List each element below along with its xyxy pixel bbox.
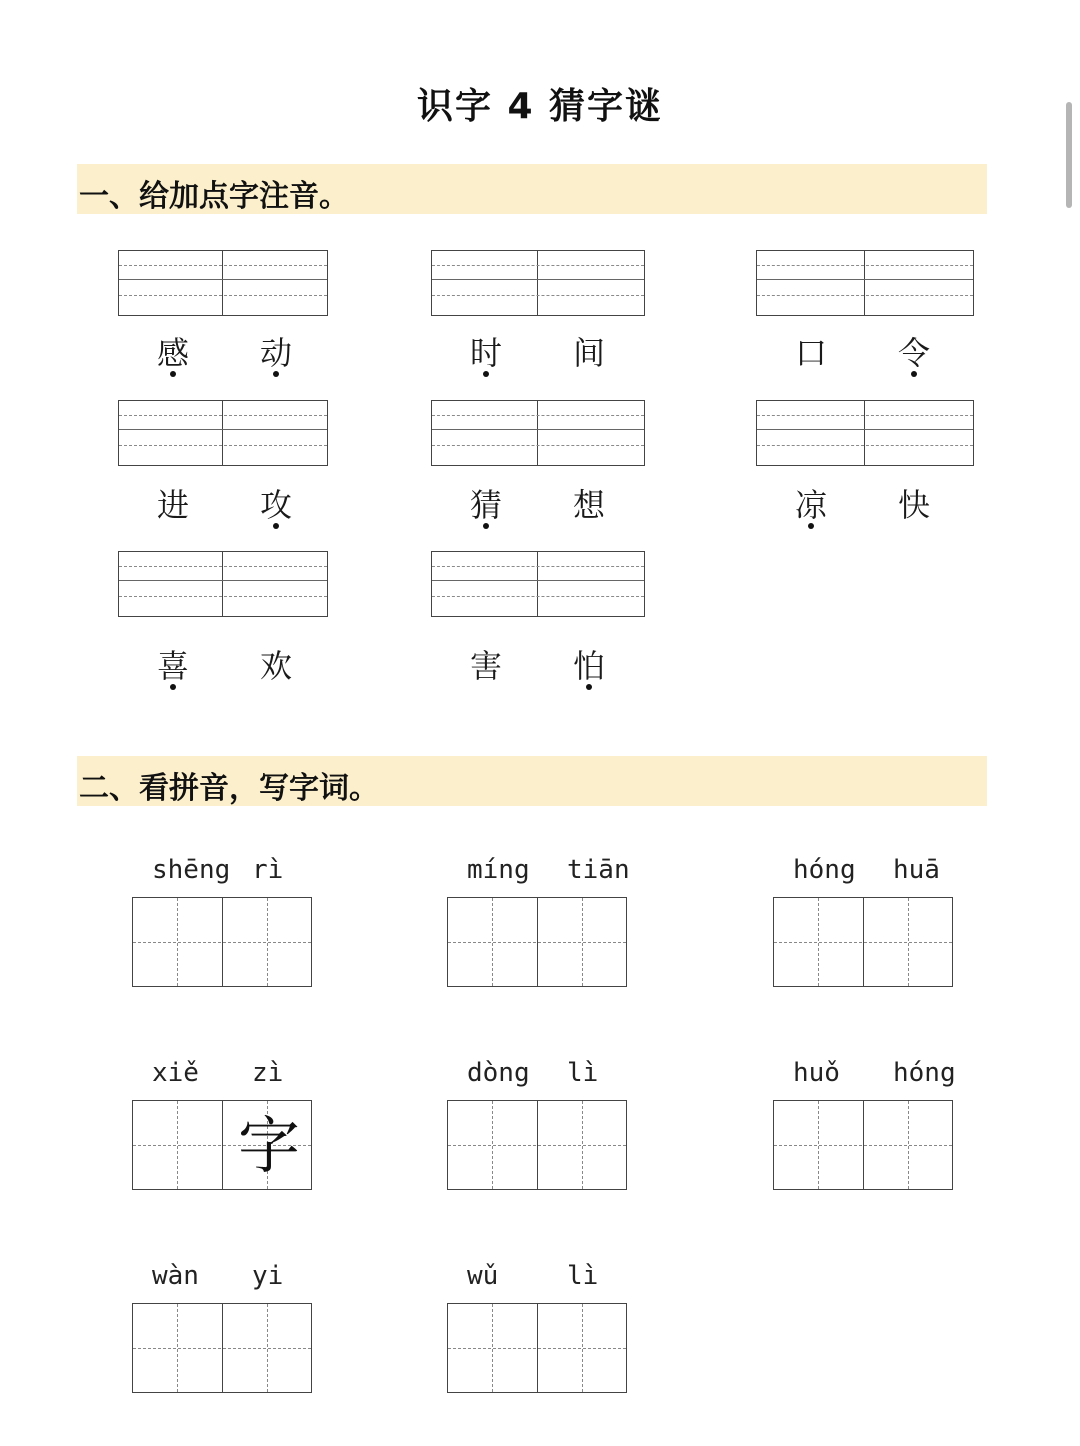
guide-line [448,1145,626,1146]
word-pair [431,485,645,535]
guide-line [757,295,973,296]
answer-cell[interactable] [223,251,327,315]
answer-cell[interactable] [865,401,973,465]
written-character: 字 [237,1109,300,1182]
word-pair [118,485,328,535]
character: 动 [246,333,306,377]
guide-line [432,429,644,430]
answer-cell[interactable] [119,401,223,465]
section-1-header [77,164,987,214]
character: 间 [559,333,619,377]
pinyin-answer-box[interactable] [756,400,974,466]
pinyin-syllable: wǔ [467,1261,499,1291]
character-writing-grid[interactable] [773,897,953,987]
word-pair [118,646,328,696]
guide-line [757,279,973,280]
guide-line [448,942,626,943]
guide-line [757,415,973,416]
guide-line [757,429,973,430]
guide-line [432,445,644,446]
answer-cell[interactable] [538,552,644,616]
pinyin-syllable: zì [252,1058,284,1088]
character: 欢 [246,646,306,690]
guide-line [119,596,327,597]
pinyin-syllable: rì [252,855,284,885]
pinyin-answer-box[interactable] [431,551,645,617]
answer-cell[interactable] [865,251,973,315]
answer-cell[interactable] [432,401,538,465]
word-pair [431,333,645,383]
character: 令 [884,333,944,377]
answer-cell[interactable] [432,552,538,616]
character: 凉 [781,485,841,529]
pinyin-syllable: xiě [152,1058,199,1088]
section-2-header [77,756,987,806]
guide-line [774,942,952,943]
guide-line [119,415,327,416]
answer-cell[interactable] [223,401,327,465]
guide-line [432,279,644,280]
pinyin-label [132,855,312,889]
character: 怕 [559,646,619,690]
pinyin-syllable: huǒ [793,1058,840,1088]
guide-line [133,1348,311,1349]
guide-line [432,265,644,266]
pinyin-answer-box[interactable] [756,250,974,316]
character: 时 [456,333,516,377]
character-writing-grid[interactable] [132,1100,312,1190]
pinyin-syllable: wàn [152,1261,199,1291]
character-writing-grid[interactable] [447,1100,627,1190]
scrollbar-thumb[interactable] [1066,102,1072,208]
character: 猜 [456,485,516,529]
guide-line [119,429,327,430]
pinyin-label [773,855,953,889]
guide-line [119,566,327,567]
character-writing-grid[interactable] [773,1100,953,1190]
pinyin-syllable: míng [467,855,530,885]
word-pair [118,333,328,383]
guide-line [119,265,327,266]
guide-line [448,1348,626,1349]
pinyin-syllable: hóng [893,1058,956,1088]
pinyin-label [773,1058,956,1092]
pinyin-syllable: hóng [793,855,856,885]
guide-line [119,279,327,280]
guide-line [119,580,327,581]
word-pair [431,646,645,696]
guide-line [757,265,973,266]
guide-line [432,596,644,597]
character-writing-grid[interactable] [447,1303,627,1393]
character-writing-grid[interactable] [132,897,312,987]
guide-line [119,295,327,296]
word-pair [756,333,974,383]
character-writing-grid[interactable] [447,897,627,987]
answer-cell[interactable] [432,251,538,315]
character-writing-grid[interactable] [132,1303,312,1393]
section-2-heading: 二、看拼音，写字词。 [79,771,379,806]
answer-cell[interactable] [119,552,223,616]
pinyin-syllable: lì [567,1058,599,1088]
word-pair [756,485,974,535]
pinyin-answer-box[interactable] [118,400,328,466]
pinyin-label [132,1261,312,1295]
pinyin-label [132,1058,312,1092]
page-title: 识字 4 猜字谜 [416,86,664,127]
pinyin-syllable: huā [893,855,940,885]
answer-cell[interactable] [757,401,865,465]
guide-line [774,1145,952,1146]
character: 进 [143,485,203,529]
character: 快 [884,485,944,529]
answer-cell[interactable] [757,251,865,315]
character: 口 [781,333,841,377]
pinyin-syllable: shēng [152,855,231,885]
guide-line [133,942,311,943]
pinyin-answer-box[interactable] [431,400,645,466]
character: 感 [143,333,203,377]
guide-line [432,566,644,567]
pinyin-syllable: dòng [467,1058,530,1088]
character: 攻 [246,485,306,529]
character: 喜 [143,646,203,690]
answer-cell[interactable] [119,251,223,315]
pinyin-syllable: lì [567,1261,599,1291]
pinyin-label [447,1058,627,1092]
guide-line [432,580,644,581]
pinyin-answer-box[interactable] [431,250,645,316]
pinyin-label [447,855,630,889]
guide-line [432,415,644,416]
pinyin-syllable: yi [252,1261,284,1291]
pinyin-label [447,1261,627,1295]
guide-line [432,295,644,296]
answer-cell[interactable] [538,401,644,465]
character: 害 [456,646,516,690]
pinyin-answer-box[interactable] [118,551,328,617]
pinyin-answer-box[interactable] [118,250,328,316]
answer-cell[interactable] [538,251,644,315]
guide-line [119,445,327,446]
guide-line [757,445,973,446]
answer-cell[interactable] [223,552,327,616]
section-1-heading: 一、给加点字注音。 [79,179,349,214]
character: 想 [559,485,619,529]
pinyin-syllable: tiān [567,855,630,885]
